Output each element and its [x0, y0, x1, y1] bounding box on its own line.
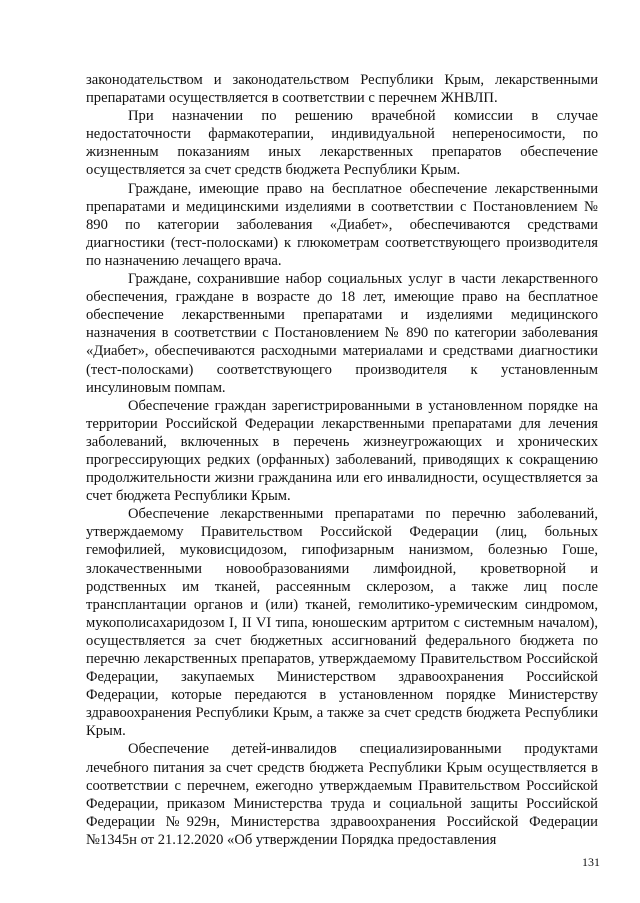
paragraph-medical-commission: При назначении по решению врачебной комиссии в случае недостаточности фармакотерапии, индивидуальной непереносимости, по жизненным показаниям иных лекарственных препаратов обеспечение осуществляется за счет средств бюджета Республики Крым.	[86, 108, 598, 179]
paragraph-diabetes-test-strips: Граждане, имеющие право на бесплатное обеспечение лекарственными препаратами и медицинскими изделиями в соответствии с Постановлением № 890 по категории заболевания «Диабет», обеспечиваются средствами диагностики (тест-полосками) к глюкометрам соответствующего производителя по назначению лечащего врача.	[86, 180, 598, 269]
paragraph-insulin-pumps: Граждане, сохранившие набор социальных услуг в части лекарственного обеспечения, граждане в возрасте до 18 лет, имеющие право на бесплатное обеспечение лекарственными препаратами и изделиями медицинского назначения в соответствии с Постановлением № 890 по категории заболевания «Диабет», обеспечиваются расходными материалами и средствами диагностики (тест-полосками) соответствующего производителя к установленным инсулиновым помпам.	[86, 271, 598, 396]
page-number: 131	[582, 855, 600, 869]
paragraph-orphan-diseases: Обеспечение граждан зарегистрированными в установленном порядке на территории Российской Федерации лекарственными препаратами для лечения заболеваний, включенных в перечень жизнеугрожающих и хронических прогрессирующих редких (орфанных) заболеваний, приводящих к сокращению продолжительности жизни гражданина или его инвалидности, осуществляется за счет бюджета Республики Крым.	[86, 397, 598, 505]
document-body	[86, 71, 598, 849]
paragraph-federal-list: Обеспечение лекарственными препаратами по перечню заболеваний, утверждаемому Правительством Российской Федерации (лиц, больных гемофилией, муковисцидозом, гипофизарным нанизмом, болезнью Гоше, злокачественными новообразованиями лимфоидной, кроветворной и родственных им тканей, рассеянным склерозом, а также лиц после трансплантации органов и (или) тканей, гемолитико-уремическим синдромом, мукополисахаридозом I, II VI типа, юношеским артритом с системным началом), осуществляется за счет бюджетных ассигнований федерального бюджета по перечню лекарственных препаратов, утверждаемому Правительством Российской Федерации, закупаемых Министерством здравоохранения Российской Федерации, которые передаются в установленном порядке Министерству здравоохранения Республики Крым, а также за счет средств бюджета Республики Крым.	[86, 506, 598, 740]
paragraph-medical-nutrition: Обеспечение детей-инвалидов специализированными продуктами лечебного питания за счет средств бюджета Республики Крым осуществляется в соответствии с перечнем, ежегодно утверждаемым Правительством Российской Федерации, приказом Министерства труда и социальной защиты Российской Федерации №929н, Министерства здравоохранения Российской Федерации №1345н от 21.12.2020 «Об утверждении Порядка предоставления	[86, 741, 598, 848]
paragraph-continuation: законодательством и законодательством Республики Крым, лекарственными препаратами осуществляется в соответствии с перечнем ЖНВЛП.	[86, 72, 598, 107]
